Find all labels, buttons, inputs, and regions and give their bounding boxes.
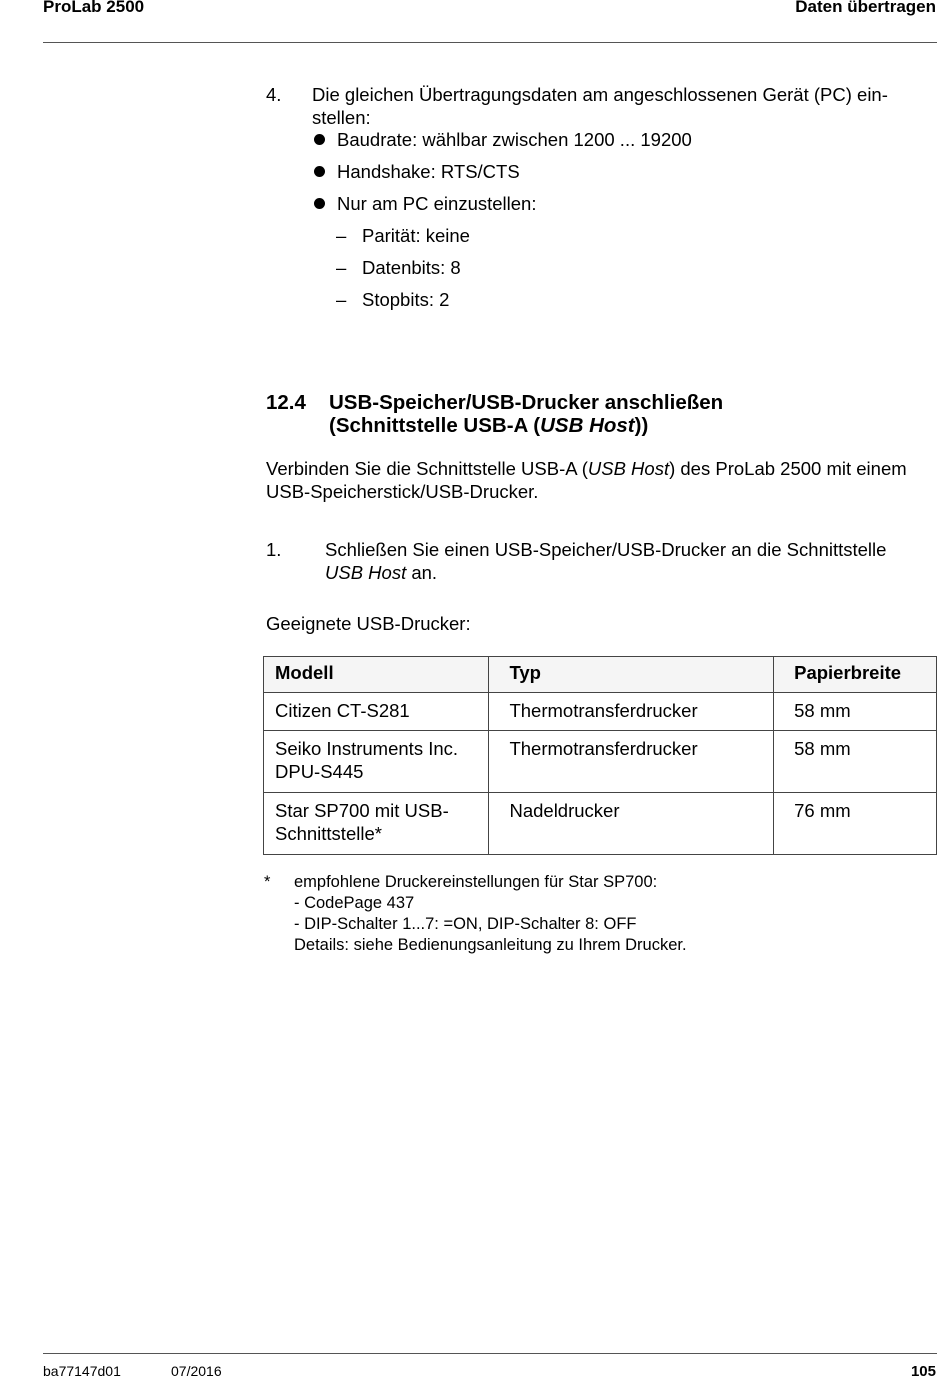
printers-label: Geeignete USB-Drucker: [266,613,471,634]
bullet-pc-only: Nur am PC einzustellen: [337,193,537,214]
footer-page-number: 105 [910,1363,936,1380]
step-1-number: 1. [266,539,282,560]
footer-doc-id: ba77147d01 [43,1363,121,1379]
table-header-row [264,657,937,693]
footer-rule [43,1353,937,1354]
footnote-line4: Details: siehe Bedienungsanleitung zu Ihrem Drucker. [294,936,687,954]
footnote-line3: - DIP-Schalter 1...7: =ON, DIP-Schalter 8: OFF [294,915,637,933]
cell-paper-width: 58 mm [774,693,937,731]
bullet-baudrate: Baudrate: wählbar zwischen 1200 ... 19200 [337,129,692,150]
section-title-line2: (Schnittstelle USB-A (USB Host)) [329,414,649,437]
bullet-handshake: Handshake: RTS/CTS [337,161,520,182]
footnote-marker: * [264,873,271,891]
footnote-line2: - CodePage 437 [294,894,415,912]
cell-type: Thermotransferdrucker [489,731,774,793]
bullet-icon [314,166,325,177]
cell-type: Thermotransferdrucker [489,693,774,731]
intro-line2: USB-Speicherstick/USB-Drucker. [266,481,539,502]
intro-line1: Verbinden Sie die Schnittstelle USB-A (USB Host) des ProLab 2500 mit einem [266,458,907,479]
cell-paper-width: 58 mm [774,731,937,793]
section-number: 12.4 [266,391,306,414]
bullet-icon [314,198,325,209]
step-1-line1: Schließen Sie einen USB-Speicher/USB-Drucker an die Schnittstelle [325,539,887,560]
dash-icon: – [336,257,347,278]
cell-model: Seiko Instruments Inc. DPU-S445 [264,731,489,793]
table-row [264,731,937,793]
sub-item-databits: Datenbits: 8 [362,257,461,278]
cell-model: Star SP700 mit USB- Schnittstelle* [264,793,489,855]
step-1-line2: USB Host an. [325,562,438,583]
dash-icon: – [336,289,347,310]
dash-icon: – [336,225,347,246]
cell-model: Citizen CT-S281 [264,693,489,731]
footnote-line1: empfohlene Druckereinstellungen für Star SP700: [294,873,658,891]
sub-item-parity: Parität: keine [362,225,470,246]
table-row [264,793,937,855]
column-header-model: Modell [264,657,489,693]
sub-item-stopbits: Stopbits: 2 [362,289,450,310]
step-4-text-line2: stellen: [312,107,371,128]
header-product-name: ProLab 2500 [43,0,145,16]
column-header-paper-width: Papierbreite [774,657,937,693]
printers-table [263,656,937,855]
column-header-type: Typ [489,657,774,693]
step-4-text-line1: Die gleichen Übertragungsdaten am angeschlossenen Gerät (PC) ein- [312,84,888,105]
table-row [264,693,937,731]
cell-type: Nadeldrucker [489,793,774,855]
step-4-number: 4. [266,84,282,105]
section-title-line1: USB-Speicher/USB-Drucker anschließen [329,391,724,414]
cell-paper-width: 76 mm [774,793,937,855]
footer-date: 07/2016 [171,1363,222,1379]
header-chapter-title: Daten übertragen [795,0,936,16]
header-rule [43,42,937,43]
bullet-icon [314,134,325,145]
